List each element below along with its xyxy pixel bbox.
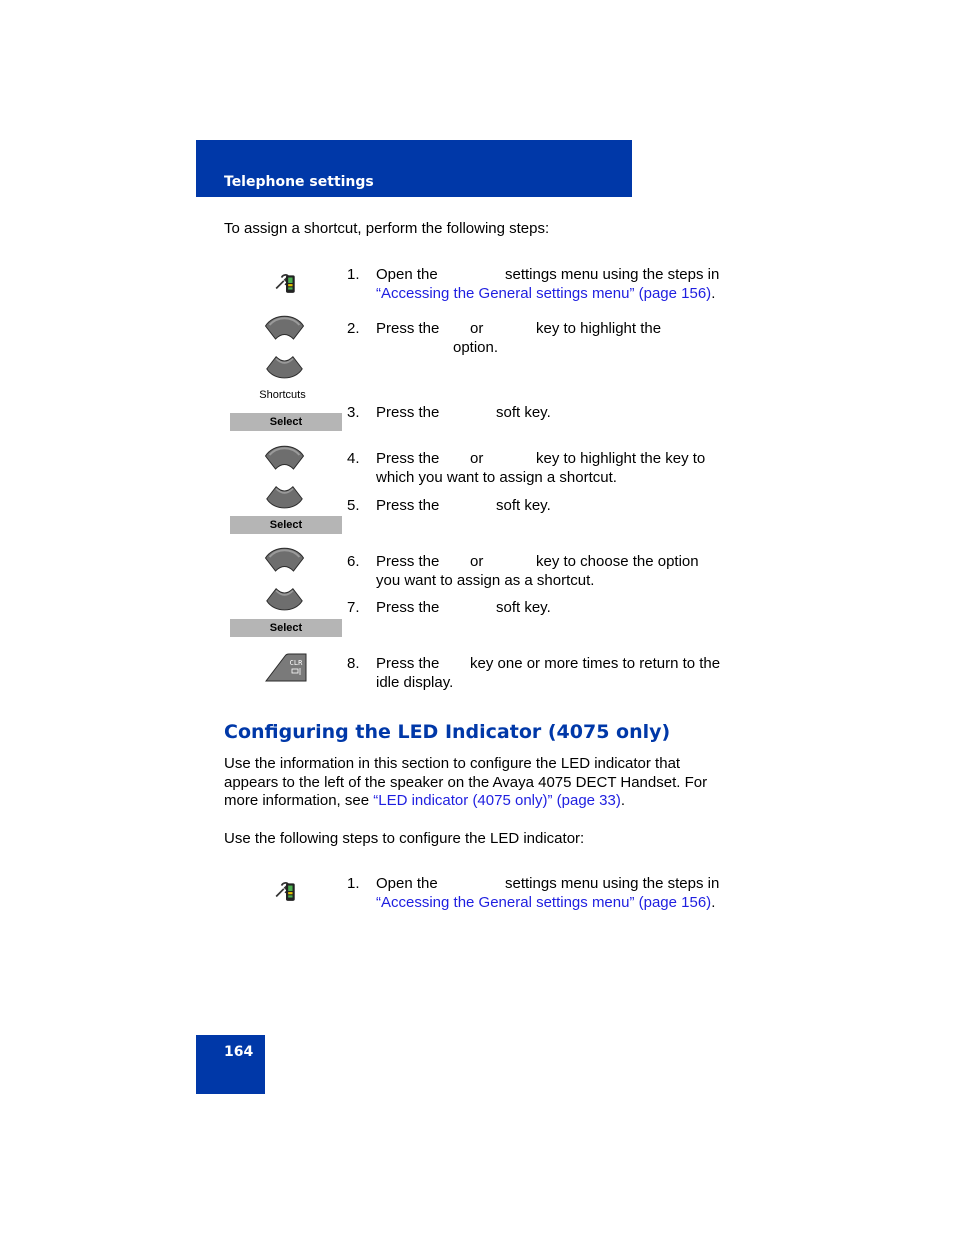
step-text: key to highlight the [536,320,662,337]
step-number: 7. [347,599,360,616]
step-7 [347,599,737,618]
navigation-down-key-icon [263,353,306,381]
step-text: key one or more times to return to the [470,655,721,672]
intro-text: To assign a shortcut, perform the following steps: [224,220,550,237]
paragraph-text: . [620,792,626,809]
header-band [196,140,632,197]
led-steps-intro: Use the following steps to configure the LED indicator: [224,830,585,847]
step-text: Press the [376,655,440,672]
select-softkey: Select [230,619,342,637]
clear-key-icon [265,653,308,682]
step-text: Press the [376,497,440,514]
navigation-down-key-icon [263,483,306,511]
step-3 [347,404,737,423]
step-text: you want to assign as a shortcut. [376,571,595,589]
page-number: 164 [224,1044,254,1060]
shortcuts-caption: Shortcuts [259,389,306,401]
step-text: Press the [376,320,440,337]
step-number: 8. [347,655,360,672]
step-text: settings menu using the steps in [505,875,720,892]
step-6 [347,553,737,590]
led-intro-paragraph [224,755,734,811]
step-number: 5. [347,497,360,514]
step-text: key to choose the option [536,553,699,570]
section-heading: Configuring the LED Indicator (4075 only) [224,721,671,743]
step-number: 3. [347,404,360,421]
link-accessing-general-settings[interactable]: “Accessing the General settings menu” (page 156) [376,893,712,911]
step-text: soft key. [496,404,551,421]
step-number: 1. [347,875,360,892]
step-text: Press the [376,553,440,570]
step-4 [347,450,737,487]
step-5 [347,497,737,516]
select-softkey: Select [230,413,342,431]
navigation-down-key-icon [263,585,306,613]
step-text: Press the [376,599,440,616]
link-led-indicator[interactable]: “LED indicator (4075 only)” (page 33) [373,792,621,809]
header-title: Telephone settings [224,174,374,190]
step-text: Press the [376,404,440,421]
led-step-1 [347,875,737,912]
step-number: 6. [347,553,360,570]
step-text: or [470,320,484,337]
step-1 [347,266,737,303]
step-text: key to highlight the key to [536,450,706,467]
step-text: option. [453,338,499,356]
navigation-up-key-icon [263,313,306,341]
step-text: Open the [376,875,438,892]
step-text: settings menu using the steps in [505,266,720,283]
step-text: soft key. [496,497,551,514]
step-text: Press the [376,450,440,467]
settings-tool-icon [272,271,300,295]
step-2 [347,320,737,357]
step-text: soft key. [496,599,551,616]
step-text: or [470,553,484,570]
step-text: or [470,450,484,467]
step-text: idle display. [376,673,454,691]
step-number: 1. [347,266,360,283]
navigation-up-key-icon [263,443,306,471]
select-softkey: Select [230,516,342,534]
clr-key-label: CLR [289,659,303,667]
page-number-tab [196,1035,265,1094]
step-number: 4. [347,450,360,467]
navigation-up-key-icon [263,545,306,573]
step-text: . [711,893,716,911]
step-text: . [711,284,716,302]
step-text: which you want to assign a shortcut. [376,468,617,486]
paragraph-text: Use the information in this section to configure the LED indicator that appears to the left of the speaker on the Avaya 4075 DECT Handset. For more information, see [224,755,708,809]
link-accessing-general-settings[interactable]: “Accessing the General settings menu” (page 156) [376,284,712,302]
step-8 [347,655,737,692]
settings-tool-icon [272,879,300,903]
step-number: 2. [347,320,360,337]
step-text: Open the [376,266,438,283]
